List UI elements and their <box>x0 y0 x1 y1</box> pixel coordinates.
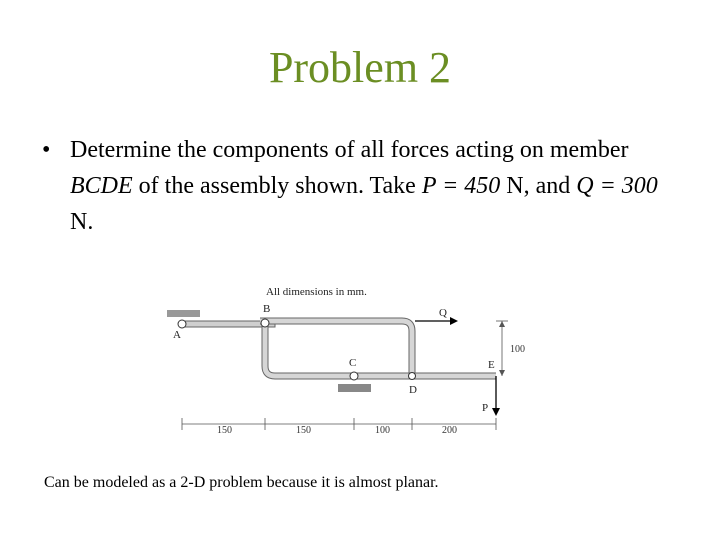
dim-label-2: 150 <box>296 425 311 436</box>
support-a-wall <box>167 310 200 317</box>
label-b: B <box>263 303 271 315</box>
slide-title: Problem 2 <box>268 43 452 92</box>
label-q: Q <box>439 307 447 319</box>
q-value: = 300 <box>593 173 658 199</box>
label-c: C <box>349 357 357 369</box>
pin-c <box>350 372 358 380</box>
bullet-marker: • <box>42 137 51 163</box>
dim-height-arrow-top <box>499 321 505 327</box>
label-d: D <box>409 384 417 396</box>
problem-text <box>70 132 682 240</box>
unit-text-1: N, and <box>500 173 577 199</box>
dim-label-height: 100 <box>510 344 525 355</box>
dim-label-1: 150 <box>217 425 232 436</box>
member-bcde <box>265 324 496 376</box>
unit-text-2: N. <box>70 209 94 235</box>
pin-a <box>178 320 186 328</box>
dim-label-3: 100 <box>375 425 390 436</box>
label-a: A <box>173 329 181 341</box>
problem-statement <box>42 132 682 240</box>
q-symbol: Q <box>576 173 594 199</box>
dimension-note: All dimensions in mm. <box>266 286 367 298</box>
assembly-figure <box>160 278 540 440</box>
force-p-arrowhead <box>492 408 500 416</box>
dim-height-arrow-bottom <box>499 370 505 376</box>
pin-d <box>409 373 416 380</box>
label-e: E <box>488 359 495 371</box>
member-top-bar <box>260 321 412 378</box>
p-value: = 450 <box>436 173 501 199</box>
support-c-base <box>338 384 371 392</box>
assembly-diagram <box>160 278 540 440</box>
label-p: P <box>482 402 489 414</box>
pin-b <box>261 319 269 327</box>
force-q-arrowhead <box>450 317 458 325</box>
member-bcde-outline <box>265 324 496 376</box>
p-symbol: P <box>421 173 437 199</box>
dim-label-4: 200 <box>442 425 457 436</box>
statement-part-1: Determine the components of all forces acting on member <box>70 137 629 163</box>
member-name: BCDE <box>70 173 133 199</box>
member-top-bar-outline <box>260 321 412 378</box>
caption: Can be modeled as a 2-D problem because it is almost planar. <box>44 474 439 491</box>
statement-part-2: of the assembly shown. Take <box>132 173 422 199</box>
